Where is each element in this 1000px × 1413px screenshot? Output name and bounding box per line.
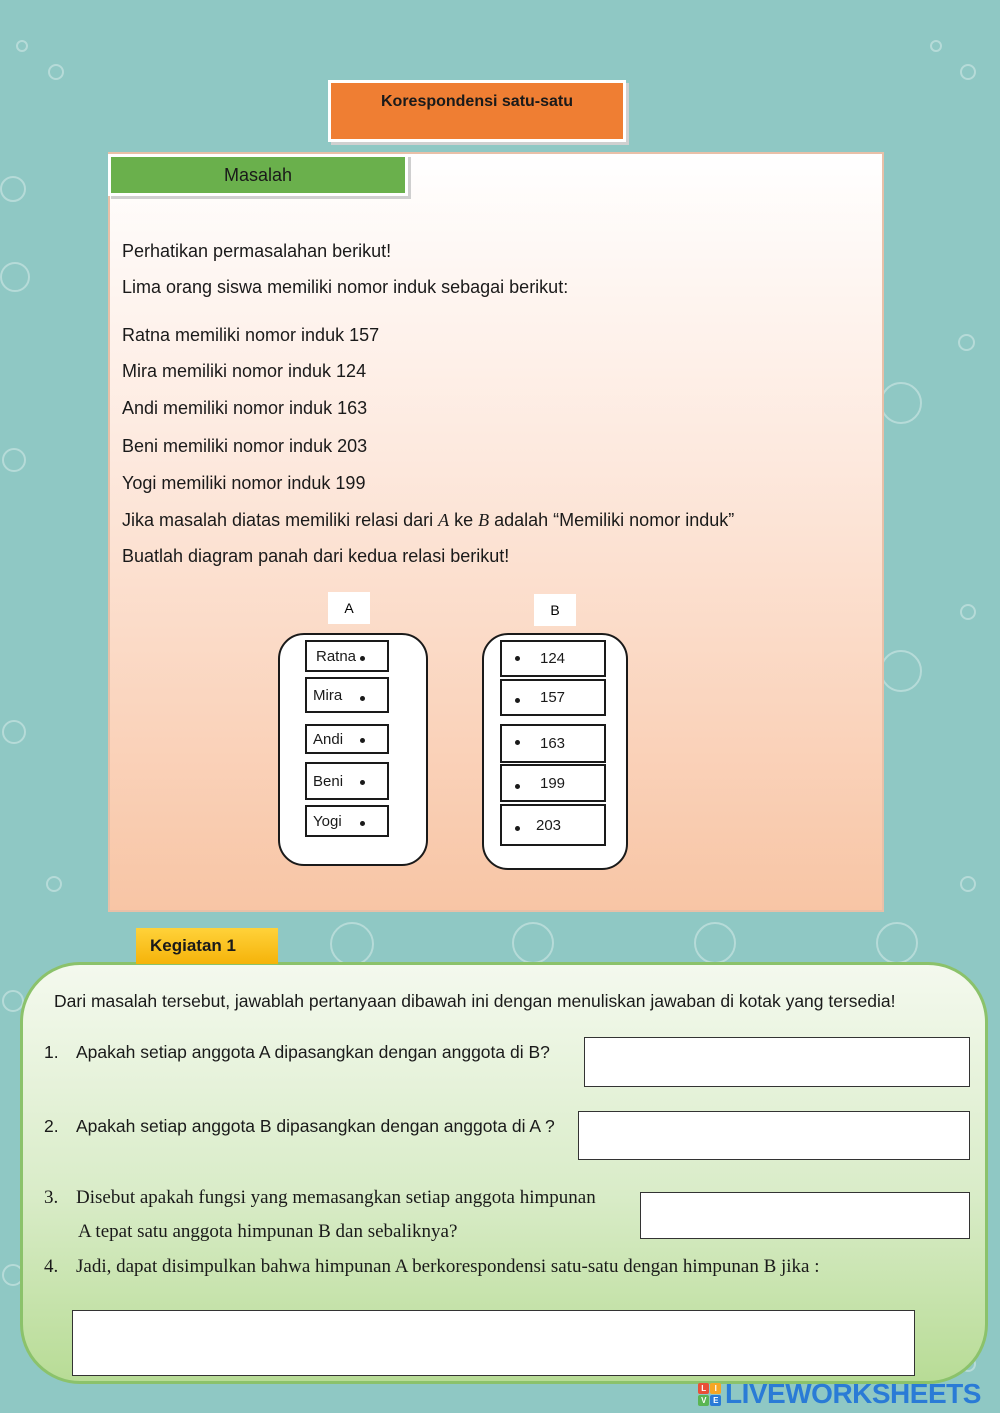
question-number: 2. <box>44 1116 59 1136</box>
question-3 <box>44 1187 596 1209</box>
relation-suffix: adalah “Memiliki nomor induk” <box>489 510 735 530</box>
answer-input-1[interactable] <box>585 1038 969 1086</box>
problem-intro-1: Perhatikan permasalahan berikut! <box>122 241 392 261</box>
set-a-dot[interactable] <box>360 738 365 743</box>
answer-input-3[interactable] <box>641 1193 969 1238</box>
student-line: Ratna memiliki nomor induk 157 <box>122 325 380 345</box>
masalah-tab-label: Masalah <box>223 164 293 185</box>
relation-statement <box>122 510 734 531</box>
set-b-element <box>500 640 606 677</box>
set-b-dot[interactable] <box>515 698 520 703</box>
question-number: 1. <box>44 1042 59 1062</box>
liveworksheets-logo-icon <box>698 1383 721 1406</box>
kegiatan-tab <box>136 928 278 964</box>
set-b-element <box>500 724 606 763</box>
set-a-dot[interactable] <box>360 780 365 785</box>
set-b-dot[interactable] <box>515 826 520 831</box>
kegiatan-tab-label: Kegiatan 1 <box>150 936 236 955</box>
question-text: Apakah setiap anggota B dipasangkan dengan anggota di A ? <box>76 1116 555 1136</box>
set-a-dot[interactable] <box>360 696 365 701</box>
logo-letter: E <box>710 1395 721 1406</box>
set-a-element <box>305 640 389 672</box>
set-b-element-label: 203 <box>536 816 562 834</box>
set-b-dot[interactable] <box>515 656 520 661</box>
student-line: Beni memiliki nomor induk 203 <box>122 436 368 456</box>
question-2 <box>44 1116 555 1137</box>
question-number: 3. <box>44 1187 59 1208</box>
set-b-element <box>500 679 606 716</box>
student-line: Yogi memiliki nomor induk 199 <box>122 473 366 493</box>
set-a-element-label: Beni <box>313 772 344 790</box>
relation-set-b: B <box>478 510 490 530</box>
relation-mid: ke <box>449 510 479 530</box>
liveworksheets-brand <box>698 1378 981 1410</box>
page-title <box>328 80 626 142</box>
student-line: Andi memiliki nomor induk 163 <box>122 398 368 418</box>
answer-box-2 <box>578 1111 970 1160</box>
set-b-dot[interactable] <box>515 740 520 745</box>
logo-letter: V <box>698 1395 709 1406</box>
problem-intro-2: Lima orang siswa memiliki nomor induk sebagai berikut: <box>122 277 569 297</box>
set-a-dot[interactable] <box>360 656 365 661</box>
set-b-element <box>500 804 606 846</box>
answer-box-1 <box>584 1037 970 1087</box>
set-b-element-label: 163 <box>540 735 566 752</box>
set-b-element <box>500 764 606 802</box>
answer-input-2[interactable] <box>579 1112 969 1159</box>
set-b-element-label: 199 <box>540 774 566 792</box>
set-a-element <box>305 724 389 754</box>
set-a-element <box>305 762 389 800</box>
question-text: Disebut apakah fungsi yang memasangkan setiap anggota himpunan <box>76 1187 596 1208</box>
page-title-text: Korespondensi satu-satu <box>380 93 574 110</box>
answer-input-4[interactable] <box>73 1311 914 1375</box>
question-number: 4. <box>44 1256 59 1277</box>
set-b-element-label: 124 <box>540 650 566 667</box>
activity-intro: Dari masalah tersebut, jawablah pertanyaan dibawah ini dengan menuliskan jawaban di kotak yang tersedia! <box>54 991 896 1011</box>
set-b-element-label: 157 <box>540 689 566 706</box>
masalah-tab <box>108 154 408 196</box>
set-a-dot[interactable] <box>360 821 365 826</box>
question-text: Apakah setiap anggota A dipasangkan dengan anggota di B? <box>76 1042 550 1062</box>
answer-box-4 <box>72 1310 915 1376</box>
set-b-dot[interactable] <box>515 784 520 789</box>
set-a-label: A <box>328 592 370 624</box>
relation-set-a: A <box>438 510 450 530</box>
set-a-element-label: Andi <box>313 730 344 748</box>
relation-prefix: Jika masalah diatas memiliki relasi dari <box>122 510 439 530</box>
logo-letter: L <box>698 1383 709 1394</box>
set-a-element-label: Yogi <box>313 812 342 830</box>
brand-name: LIVEWORKSHEETS <box>725 1378 981 1409</box>
set-b-label: B <box>534 594 576 626</box>
set-a-element <box>305 677 389 713</box>
student-line: Mira memiliki nomor induk 124 <box>122 361 367 381</box>
answer-box-3 <box>640 1192 970 1239</box>
logo-letter: I <box>710 1383 721 1394</box>
problem-instruction: Buatlah diagram panah dari kedua relasi berikut! <box>122 546 510 566</box>
question-text: Jadi, dapat disimpulkan bahwa himpunan A berkorespondensi satu-satu dengan himpunan B jika : <box>76 1256 820 1277</box>
question-1 <box>44 1042 550 1063</box>
set-a-element-label: Ratna <box>316 647 357 665</box>
question-3-line-2: A tepat satu anggota himpunan B dan sebaliknya? <box>78 1221 458 1242</box>
question-4 <box>44 1256 820 1278</box>
set-a-element <box>305 805 389 837</box>
set-a-element-label: Mira <box>313 686 343 704</box>
